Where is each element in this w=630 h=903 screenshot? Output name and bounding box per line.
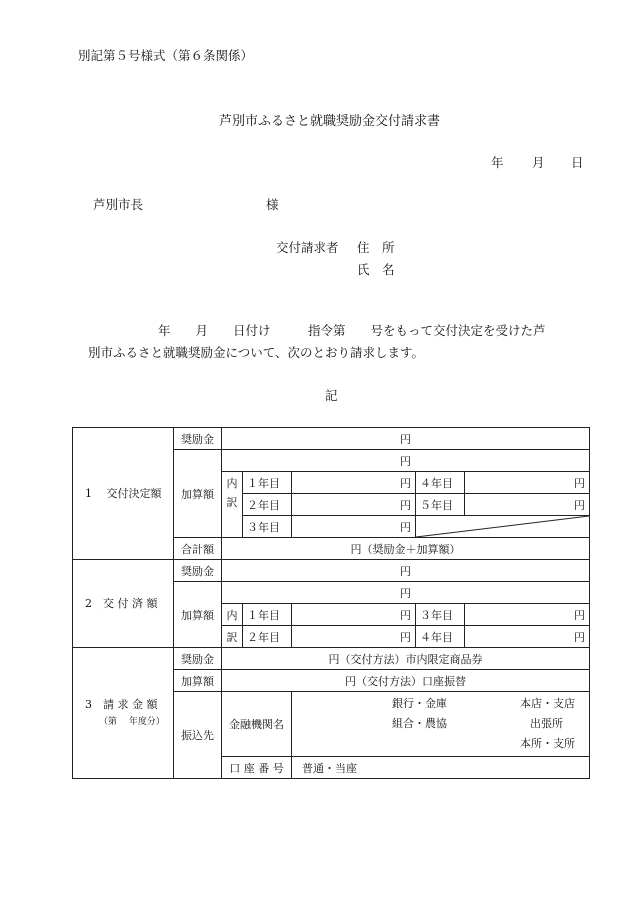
branch-type-b: 出張所: [530, 717, 563, 730]
addressee-name: 芦別市長: [93, 197, 144, 212]
s1-shoreikin-value[interactable]: 円: [222, 428, 590, 450]
ki-heading: 記: [325, 388, 338, 403]
s2-year1-value[interactable]: 円: [292, 604, 416, 626]
section-3-fiscal-year: （第 年度分）: [99, 717, 165, 728]
s3-kasangaku-label: 加算額: [174, 670, 222, 692]
branch-type-a: 本店・支店: [520, 697, 575, 710]
s1-kasangaku-label: 加算額: [174, 450, 222, 538]
section-2-label: 2 交 付 済 額: [73, 560, 174, 648]
s2-shoreikin-label: 奨励金: [174, 560, 222, 582]
s1-year2-label: ２年目: [243, 494, 292, 516]
section-3-title: 3 請 求 金 額: [85, 698, 158, 711]
bank-name-value[interactable]: [292, 692, 590, 757]
s1-shoreikin-label: 奨励金: [174, 428, 222, 450]
paragraph-line-2: 別市ふるさと就職奨励金について、次のとおり請求します。: [88, 345, 425, 360]
s1-year3-value[interactable]: 円: [292, 516, 416, 538]
s1-wake-text: 訳: [226, 495, 238, 509]
s2-year4-label: ４年目: [416, 626, 465, 648]
section-1-label: 1 交付決定額: [73, 428, 174, 560]
name-label: 氏 名: [357, 262, 395, 277]
address-label: 住 所: [357, 240, 395, 255]
bank-name-label: 金融機関名: [222, 692, 292, 757]
diagonal-line: [416, 516, 589, 537]
s3-furikomisaki-label: 振込先: [174, 692, 222, 779]
s1-goukei-value[interactable]: 円（奨励金＋加算額）: [222, 538, 590, 560]
s1-year5-label: ５年目: [416, 494, 465, 516]
s3-shoreikin-value[interactable]: 円（交付方法）市内限定商品券: [222, 648, 590, 670]
s3-kasangaku-value[interactable]: 円（交付方法）口座振替: [222, 670, 590, 692]
s3-shoreikin-label: 奨励金: [174, 648, 222, 670]
s2-year1-label: １年目: [243, 604, 292, 626]
request-paragraph: [88, 320, 588, 364]
s1-year3-label: ３年目: [243, 516, 292, 538]
applicant-label: 交付請求者: [276, 240, 339, 255]
section-3-label: [73, 648, 174, 779]
s1-blank-diagonal-cell: [416, 516, 590, 538]
s1-kasangaku-total[interactable]: 円: [222, 450, 590, 472]
s2-shoreikin-value[interactable]: 円: [222, 560, 590, 582]
s2-uchi-label: 内: [222, 604, 243, 626]
s2-year4-value[interactable]: 円: [465, 626, 590, 648]
s1-year4-value[interactable]: 円: [465, 472, 590, 494]
branch-type-c: 本所・支所: [520, 737, 575, 750]
s1-wake-label: [222, 494, 243, 538]
request-table: [72, 427, 590, 779]
s2-year3-value[interactable]: 円: [465, 604, 590, 626]
s2-year3-label: ３年目: [416, 604, 465, 626]
date-year: 年: [491, 155, 504, 170]
s1-year5-value[interactable]: 円: [465, 494, 590, 516]
account-number-value[interactable]: 普通・当座: [292, 757, 590, 779]
s1-year1-label: １年目: [243, 472, 292, 494]
s2-year2-label: ２年目: [243, 626, 292, 648]
s1-year1-value[interactable]: 円: [292, 472, 416, 494]
addressee-honorific: 様: [266, 197, 279, 212]
bank-type-b: 組合・農協: [392, 717, 447, 730]
s1-goukei-label: 合計額: [174, 538, 222, 560]
s2-wake-label: 訳: [222, 626, 243, 648]
s2-kasangaku-label: 加算額: [174, 582, 222, 648]
form-reference: 別記第５号様式（第６条関係）: [78, 48, 254, 63]
s2-kasangaku-total[interactable]: 円: [222, 582, 590, 604]
s1-uchi-label: 内: [222, 472, 243, 494]
s1-year4-label: ４年目: [416, 472, 465, 494]
s1-year2-value[interactable]: 円: [292, 494, 416, 516]
s2-year2-value[interactable]: 円: [292, 626, 416, 648]
account-number-label: 口 座 番 号: [222, 757, 292, 779]
document-title: 芦別市ふるさと就職奨励金交付請求書: [219, 114, 441, 129]
bank-type-a: 銀行・金庫: [392, 697, 447, 710]
date-month: 月: [532, 155, 545, 170]
paragraph-line-1: 年 月 日付け 指令第 号をもって交付決定を受けた芦: [158, 323, 546, 338]
date-day: 日: [571, 155, 584, 170]
